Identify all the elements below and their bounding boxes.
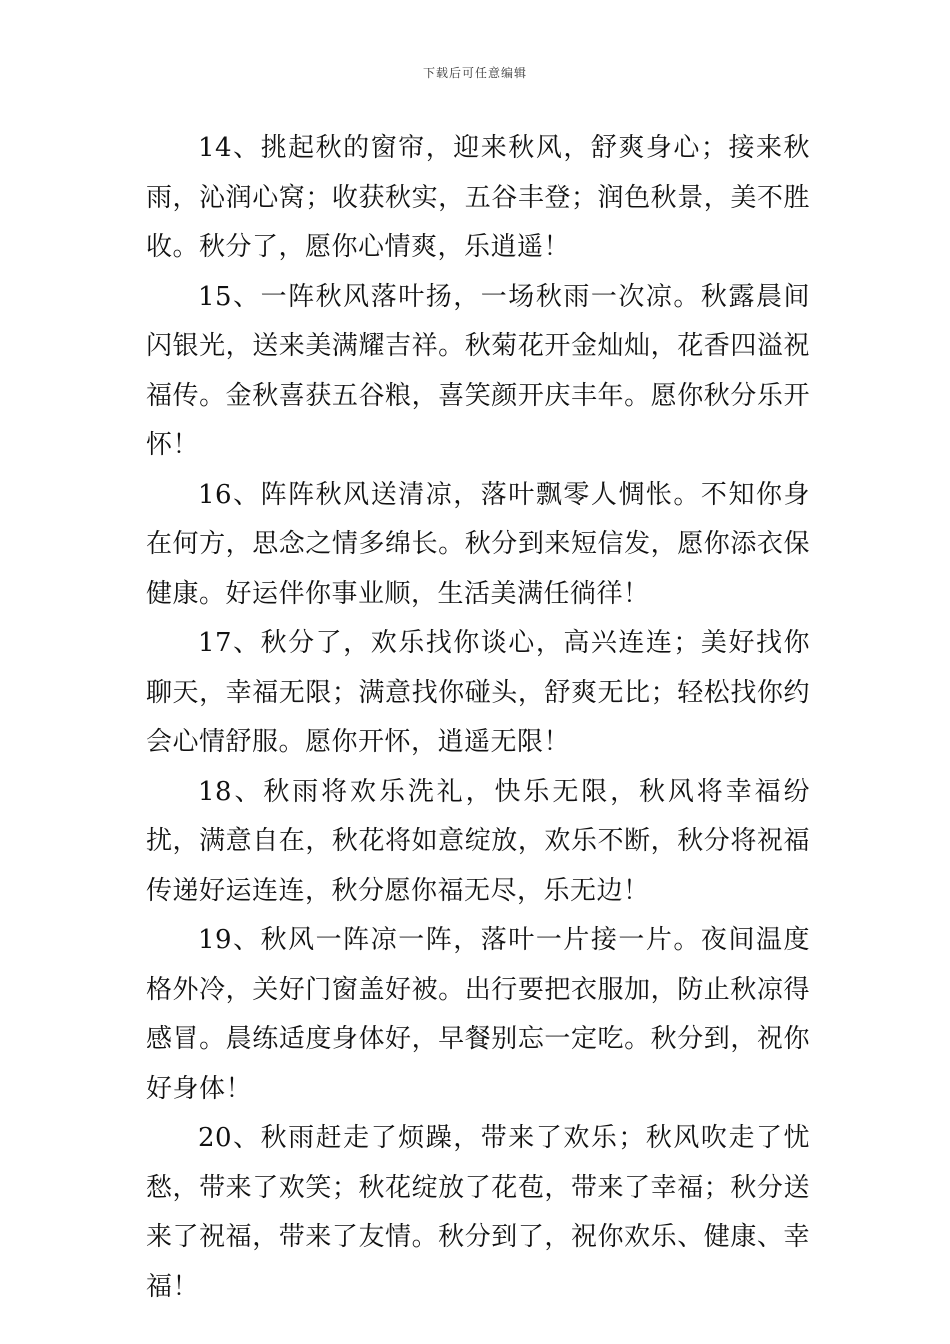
paragraph-18: 18、秋雨将欢乐洗礼，快乐无限，秋风将幸福纷扰，满意自在，秋花将如意绽放，欢乐不断，秋分将祝福传递好运连连，秋分愿你福无尽，乐无边！ <box>146 776 810 906</box>
paragraph-16: 16、阵阵秋风送清凉，落叶飘零人惆怅。不知你身在何方，思念之情多绵长。秋分到来短信发，愿你添衣保健康。好运伴你事业顺，生活美满任徜徉！ <box>146 479 810 609</box>
page-header: 下载后可任意编辑 <box>422 66 527 80</box>
paragraph-15: 15、一阵秋风落叶扬，一场秋雨一次凉。秋露晨间闪银光，送来美满耀吉祥。秋菊花开金灿灿，花香四溢祝福传。金秋喜获五谷粮，喜笑颜开庆丰年。愿你秋分乐开怀！ <box>146 281 810 460</box>
document-body <box>146 124 810 1312</box>
paragraph-17: 17、秋分了，欢乐找你谈心，高兴连连；美好找你聊天，幸福无限；满意找你碰头，舒爽无比；轻松找你约会心情舒服。愿你开怀，逍遥无限！ <box>146 628 810 757</box>
paragraph-14: 14、挑起秋的窗帘，迎来秋风，舒爽身心；接来秋雨，沁润心窝；收获秋实，五谷丰登；润色秋景，美不胜收。秋分了，愿你心情爽，乐逍遥！ <box>146 133 810 262</box>
paragraph-20: 20、秋雨赶走了烦躁，带来了欢乐；秋风吹走了忧愁，带来了欢笑；秋花绽放了花苞，带来了幸福；秋分送来了祝福，带来了友情。秋分到了，祝你欢乐、健康、幸福！ <box>146 1123 810 1302</box>
paragraph-19: 19、秋风一阵凉一阵，落叶一片接一片。夜间温度格外冷，关好门窗盖好被。出行要把衣服加，防止秋凉得感冒。晨练适度身体好，早餐别忘一定吃。秋分到，祝你好身体！ <box>146 925 810 1104</box>
